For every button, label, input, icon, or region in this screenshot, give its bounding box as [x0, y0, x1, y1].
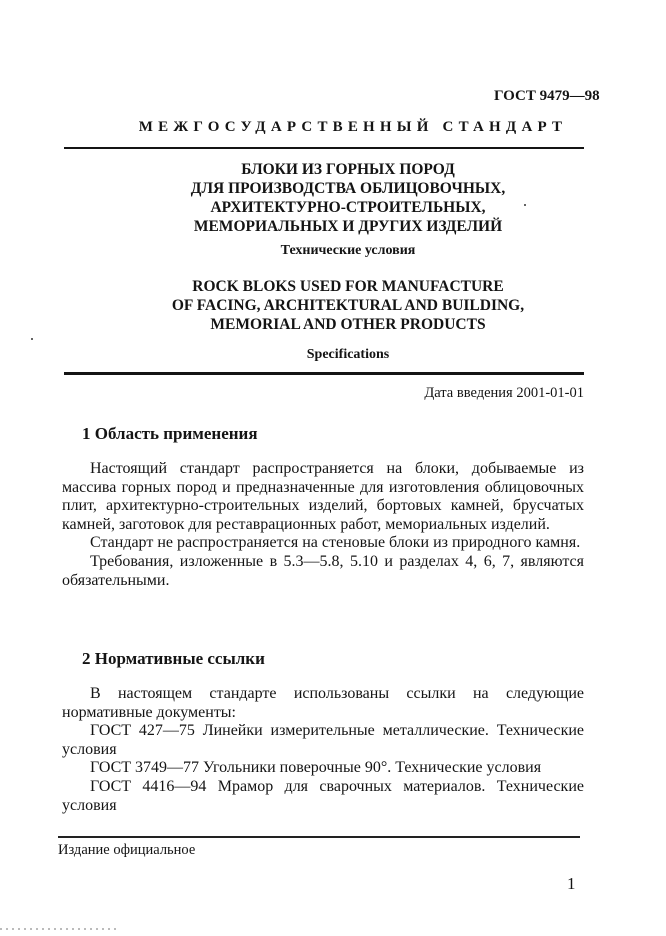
russian-title-line: МЕМОРИАЛЬНЫХ И ДРУГИХ ИЗДЕЛИЙ	[193, 218, 503, 235]
russian-title-line: ДЛЯ ПРОИЗВОДСТВА ОБЛИЦОВОЧНЫХ,	[190, 180, 506, 197]
scan-speck	[524, 204, 526, 206]
header-divider	[64, 147, 584, 149]
english-title-line: MEMORIAL AND OTHER PRODUCTS	[210, 316, 486, 333]
paragraph: Стандарт не распространяется на стеновые блоки из природного камня.	[90, 534, 581, 552]
paragraph: Настоящий стандарт распространяется на блоки, добываемые из массива горных пород и предназначенные для изготовления облицовочных плит, архитектурно-строительных изделий, бортовых камней, брусчатых камней, заготовок для реставрационных работ, мемориальных изделий.	[62, 460, 584, 533]
scan-artifact	[0, 928, 120, 930]
reference-item: ГОСТ 3749—77 Угольники поверочные 90°. Технические условия	[90, 759, 542, 777]
russian-title-line: АРХИТЕКТУРНО-СТРОИТЕЛЬНЫХ,	[210, 199, 486, 216]
section-body-scope	[62, 460, 584, 590]
english-title-line: OF FACING, ARCHITEKTURAL AND BUILDING,	[171, 297, 525, 314]
russian-title-line: БЛОКИ ИЗ ГОРНЫХ ПОРОД	[241, 161, 455, 178]
paragraph: Требования, изложенные в 5.3—5.8, 5.10 и разделах 4, 6, 7, являются обязательными.	[62, 552, 584, 589]
document-code: ГОСТ 9479—98	[494, 88, 600, 104]
section-body-normative-references	[62, 685, 584, 815]
footer-divider	[58, 836, 580, 838]
section-heading-normative-references: 2 Нормативные ссылки	[82, 649, 265, 668]
english-subtitle: Specifications	[306, 347, 390, 362]
english-title-line: ROCK BLOKS USED FOR MANUFACTURE	[192, 278, 504, 295]
russian-subtitle: Технические условия	[280, 243, 416, 258]
edition-label: Издание официальное	[58, 842, 196, 858]
introduction-date: Дата введения 2001-01-01	[424, 385, 584, 401]
reference-item: ГОСТ 427—75 Линейки измерительные металлические. Технические условия	[62, 722, 584, 758]
scan-speck	[31, 338, 33, 340]
reference-item: ГОСТ 4416—94 Мрамор для сварочных материалов. Технические условия	[62, 777, 584, 814]
russian-title	[0, 160, 666, 236]
paragraph: В настоящем стандарте использованы ссылки на следующие нормативные документы:	[62, 685, 584, 721]
standard-type-label: МЕЖГОСУДАРСТВЕННЫЙ СТАНДАРТ	[138, 119, 568, 135]
page-number: 1	[567, 874, 576, 893]
english-title	[0, 277, 666, 334]
title-divider	[64, 372, 584, 375]
section-heading-scope: 1 Область применения	[82, 424, 258, 443]
